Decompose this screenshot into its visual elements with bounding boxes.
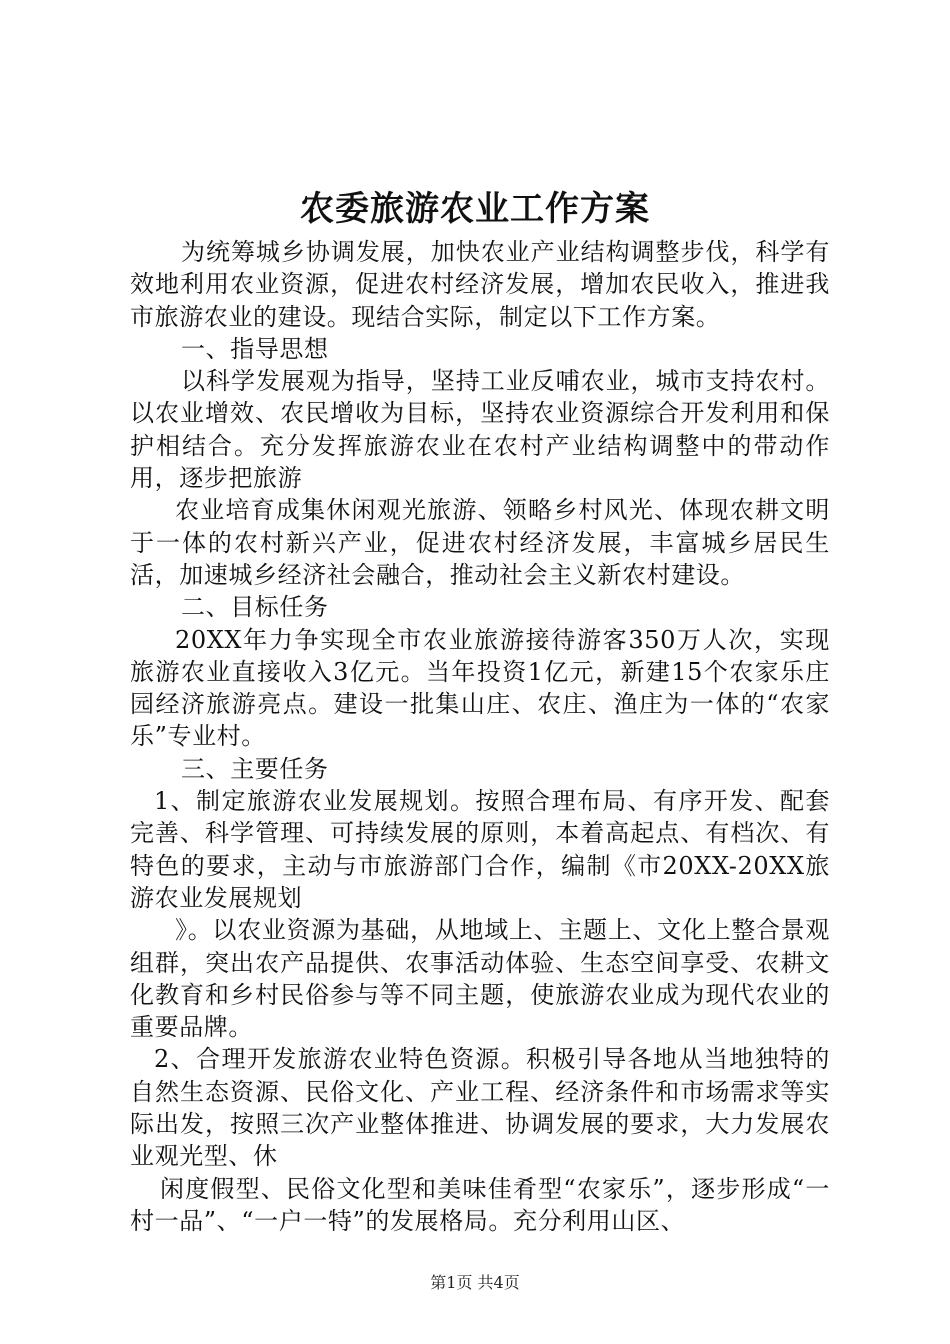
document-body (130, 236, 830, 1237)
heading-goals: 二、目标任务 (181, 593, 329, 622)
paragraph-task-2: 2、合理开发旅游农业特色资源。积极引导各地从当地独特的自然生态资源、民俗文化、产业工程、经济条件和市场需求等实际出发，按照三次产业整体推进、协调发展的要求，大力发展农业观光型、休 (130, 1045, 830, 1171)
document-title: 农委旅游农业工作方案 (300, 189, 650, 229)
heading-main-tasks: 三、主要任务 (181, 754, 329, 783)
paragraph-task-1-cont: 》。以农业资源为基础，从地域上、主题上、文化上整合景观组群，突出农产品提供、农事活动体验、生态空间享受、农耕文化教育和乡村民俗参与等不同主题，使旅游农业成为现代农业的重要品牌。 (130, 916, 830, 1042)
paragraph-guiding-ideology-cont: 农业培育成集休闲观光旅游、领略乡村风光、体现农耕文明于一体的农村新兴产业，促进农村经济发展，丰富城乡居民生活，加速城乡经济社会融合，推动社会主义新农村建设。 (130, 496, 830, 589)
paragraph-goals: 20XX年力争实现全市农业旅游接待游客350万人次，实现旅游农业直接收入3亿元。当年投资1亿元，新建15个农家乐庄园经济旅游亮点。建设一批集山庄、农庄、渔庄为一体的“农家乐”专业村。 (130, 625, 830, 751)
paragraph-intro: 为统筹城乡协调发展，加快农业产业结构调整步伐，科学有效地利用农业资源，促进农村经济发展，增加农民收入，推进我市旅游农业的建设。现结合实际，制定以下工作方案。 (130, 238, 830, 331)
heading-guiding-ideology: 一、指导思想 (181, 334, 329, 363)
paragraph-task-2-cont: 闲度假型、民俗文化型和美味佳肴型“农家乐”，逐步形成“一村一品”、“一户一特”的发展格局。充分利用山区、 (130, 1174, 830, 1235)
page-footer: 第1页 共4页 (430, 1273, 520, 1292)
paragraph-guiding-ideology: 以科学发展观为指导，坚持工业反哺农业，城市支持农村。以农业增效、农民增收为目标，坚持农业资源综合开发利用和保护相结合。充分发挥旅游农业在农村产业结构调整中的带动作用，逐步把旅游 (130, 367, 830, 493)
paragraph-task-1: 1、制定旅游农业发展规划。按照合理布局、有序开发、配套完善、科学管理、可持续发展的原则，本着高起点、有档次、有特色的要求，主动与市旅游部门合作，编制《市20XX-20XX旅游农业发展规划 (130, 787, 830, 912)
